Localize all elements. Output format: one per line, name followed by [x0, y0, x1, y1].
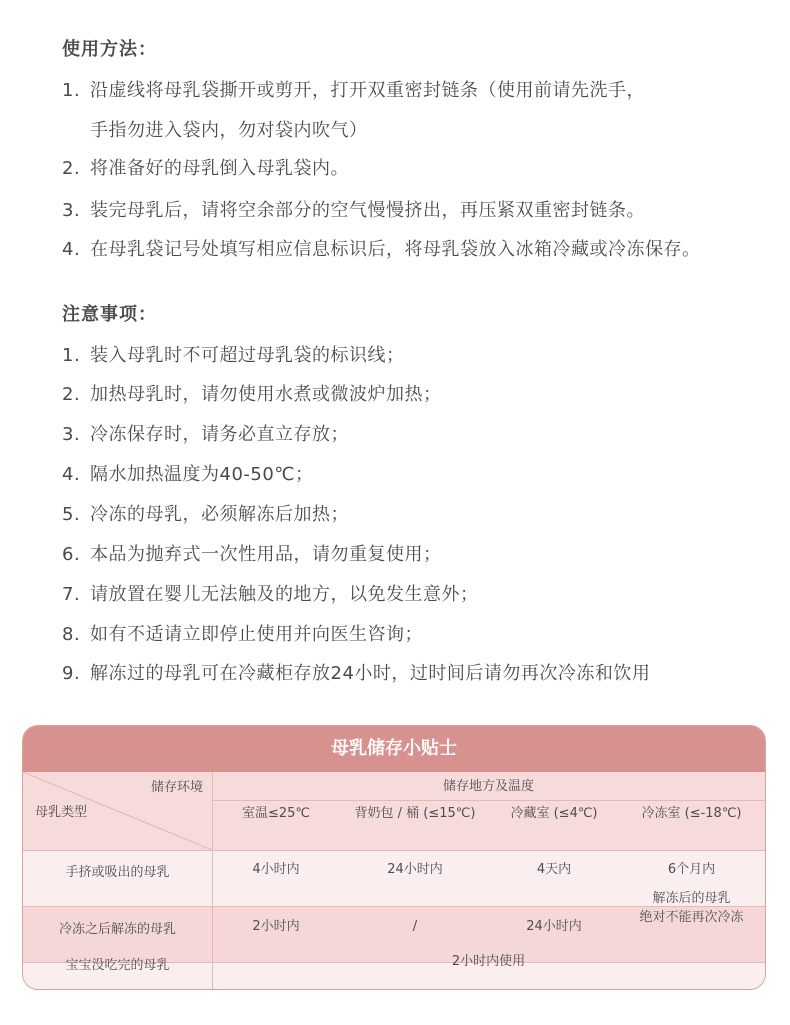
- table-cell: /: [412, 919, 418, 934]
- notes-title: 注意事项：: [62, 304, 157, 325]
- notes-item-6: [62, 540, 442, 566]
- notes-item-number: 3.: [62, 424, 81, 445]
- notes-item-text: 冷冻保存时，请务必直立存放；: [90, 424, 349, 445]
- corner-label-environment: 储存环境: [150, 780, 203, 795]
- usage-item-text: 手指勿进入袋内，勿对袋内吹气）: [90, 120, 368, 141]
- usage-item-number: 2.: [62, 158, 81, 179]
- notes-item-8: [62, 620, 423, 646]
- notes-item-9: [62, 659, 650, 685]
- usage-item-3: [62, 196, 645, 222]
- notes-item-number: 5.: [62, 504, 81, 525]
- column-header-fridge: 冷藏室 (≤4℃): [510, 806, 598, 821]
- notes-item-3: [62, 420, 349, 446]
- usage-item-text: 在母乳袋记号处填写相应信息标识后，将母乳袋放入冰箱冷藏或冷冻保存。: [90, 239, 701, 260]
- usage-item-number: 3.: [62, 200, 81, 221]
- usage-item-text: 沿虚线将母乳袋撕开或剪开，打开双重密封链条（使用前请先洗手，: [90, 80, 645, 101]
- storage-tips-table: [22, 725, 766, 990]
- notes-item-text: 加热母乳时，请勿使用水煮或微波炉加热；: [90, 384, 442, 405]
- row-type-label: 冷冻之后解冻的母乳: [58, 922, 176, 937]
- corner-label-milk-type: 母乳类型: [35, 805, 88, 820]
- column-header-room-temp: 室温≤25℃: [241, 806, 311, 821]
- usage-item-number: 4.: [62, 239, 81, 260]
- notes-item-7: [62, 580, 479, 606]
- notes-item-text: 请放置在婴儿无法触及的地方，以免发生意外；: [90, 584, 479, 605]
- notes-item-number: 7.: [62, 584, 81, 605]
- table-cell-line-2: 绝对不能再次冷冻: [639, 910, 744, 925]
- notes-item-1: [62, 341, 405, 367]
- table-cell: 24小时内: [387, 862, 443, 877]
- notes-item-4: [62, 460, 314, 486]
- usage-item-text: 将准备好的母乳倒入母乳袋内。: [90, 158, 349, 179]
- notes-item-number: 8.: [62, 624, 81, 645]
- table-title: 母乳储存小贴士: [331, 738, 457, 759]
- notes-item-number: 4.: [62, 464, 81, 485]
- column-header-cooler-bag: 背奶包 / 桶 (≤15℃): [354, 806, 476, 821]
- table-cell: 4天内: [536, 862, 572, 877]
- notes-item-number: 9.: [62, 663, 81, 684]
- usage-item-4: [62, 235, 701, 261]
- usage-item-number: 1.: [62, 80, 81, 101]
- group-header: 储存地方及温度: [442, 779, 534, 794]
- notes-item-2: [62, 380, 442, 406]
- row-type-label: 宝宝没吃完的母乳: [65, 958, 170, 973]
- notes-item-5: [62, 500, 349, 526]
- notes-item-text: 解冻过的母乳可在冷藏柜存放24小时，过时间后请勿再次冷冻和饮用: [90, 663, 651, 684]
- usage-item-1-continued: [90, 116, 368, 142]
- table-divider: [212, 800, 765, 801]
- notes-item-text: 隔水加热温度为40-50℃；: [90, 464, 314, 485]
- usage-item-2: [62, 154, 349, 180]
- table-cell: 24小时内: [526, 919, 582, 934]
- notes-item-text: 本品为抛弃式一次性用品，请勿重复使用；: [90, 544, 442, 565]
- notes-item-number: 1.: [62, 345, 81, 366]
- notes-item-text: 冷冻的母乳，必须解冻后加热；: [90, 504, 349, 525]
- notes-item-number: 6.: [62, 544, 81, 565]
- table-cell: 6个月内: [667, 862, 716, 877]
- notes-item-text: 如有不适请立即停止使用并向医生咨询；: [90, 624, 423, 645]
- column-header-freezer: 冷冻室 (≤-18℃): [641, 806, 742, 821]
- notes-item-number: 2.: [62, 384, 81, 405]
- row-type-label: 手挤或吸出的母乳: [65, 865, 170, 880]
- table-cell: 2小时内: [252, 919, 300, 934]
- usage-item-1: [62, 76, 645, 102]
- usage-title: 使用方法：: [62, 39, 157, 60]
- table-cell: 4小时内: [252, 862, 300, 877]
- table-merged-cell: 2小时内使用: [451, 954, 526, 969]
- table-cell-line-1: 解冻后的母乳: [652, 891, 731, 906]
- notes-item-text: 装入母乳时不可超过母乳袋的标识线；: [90, 345, 405, 366]
- usage-item-text: 装完母乳后，请将空余部分的空气慢慢挤出，再压紧双重密封链条。: [90, 200, 645, 221]
